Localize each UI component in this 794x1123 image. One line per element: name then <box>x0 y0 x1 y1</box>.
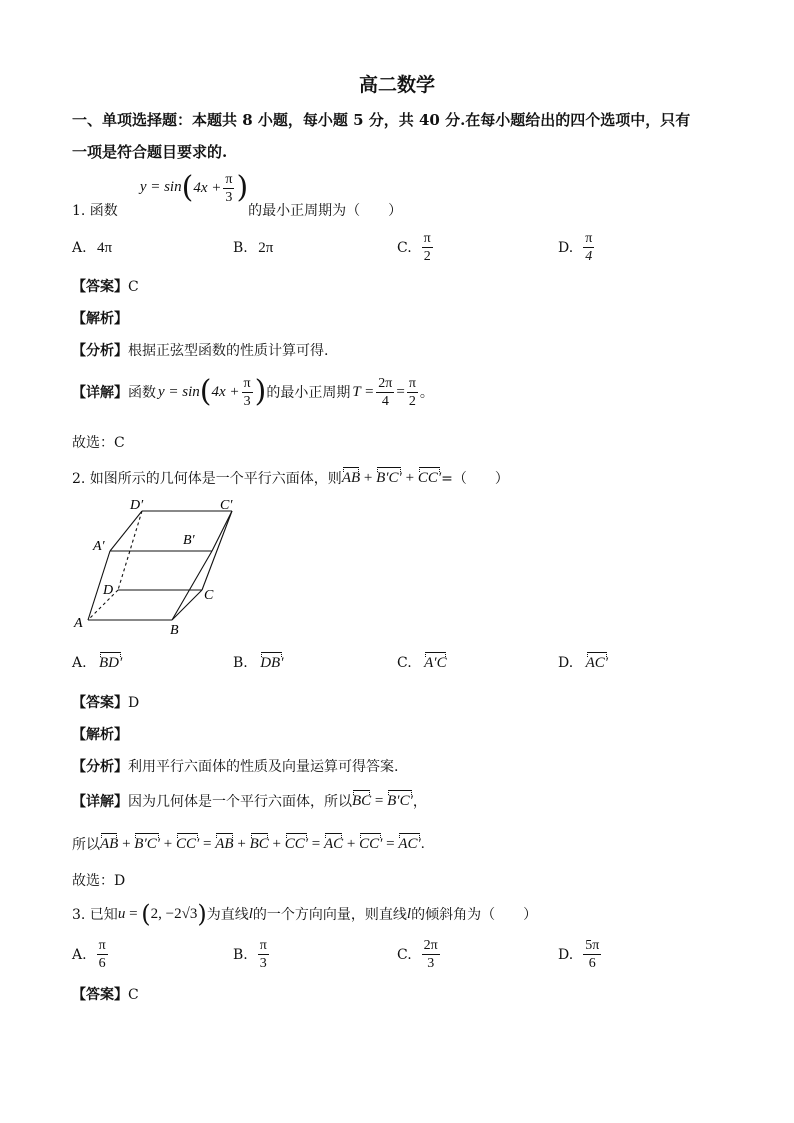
q1-xiangjie: 【详解】 函数 y = sin ( 4x + $\frac{\pi}{3}$ ) 的最小正周期 T = $\frac{2\pi}{4}$ = $\frac{\pi}{2}$ 。 <box>72 374 434 409</box>
vertex-label-bprime: B′ <box>183 533 195 548</box>
q3-l: l <box>248 905 253 922</box>
period-end: 。 <box>419 385 434 401</box>
q2-option-d[interactable] <box>558 655 608 672</box>
edge <box>212 511 232 551</box>
suoyi: 所以 <box>72 837 100 853</box>
frac-num: 2π <box>423 938 438 953</box>
option-label: C. <box>397 946 412 963</box>
equals: = <box>396 383 405 400</box>
q2-stem: 2. 如图所示的几何体是一个平行六面体，则 AB + B′C′ + CC′ =（ ） <box>72 469 509 487</box>
q1-stem: 1. 函数 y = sin ( 4x + $\frac{\pi}{3}$ ) 的最小正周期为（ ） <box>72 170 403 219</box>
option-label: A. <box>72 240 87 256</box>
option-label: B. <box>233 240 248 256</box>
vector-bc: B′C′ <box>376 469 402 486</box>
option-label: A. <box>72 655 87 671</box>
frac-num: π <box>423 231 431 246</box>
q2-fenxi <box>72 756 398 776</box>
section-heading-line1: 一、单项选择题：本题共 8 小题，每小题 5 分，共 40 分.在每小题给出的四个选项中，只有 <box>72 111 691 129</box>
frac-num: π <box>243 375 251 391</box>
frac-den: 3 <box>243 393 251 409</box>
option-value: 4π <box>97 240 113 256</box>
q1-choose: 故选：C <box>72 435 125 451</box>
option-label: A. <box>72 946 87 963</box>
chain-vector: AB <box>100 835 119 852</box>
q1-tail: 的最小正周期为（ ） <box>248 203 403 219</box>
vertex-label-aprime: A′ <box>93 539 105 554</box>
option-vector: AC′ <box>585 655 609 671</box>
vector-bpcp: B′C′ <box>387 792 413 809</box>
vertex-label-dprime: D′ <box>130 498 144 513</box>
q2-option-b[interactable] <box>233 655 283 672</box>
xiangjie-arg: 4x + <box>211 383 240 400</box>
q1-arg: 4x + <box>193 179 222 196</box>
edge <box>172 551 212 620</box>
frac-den: 2 <box>423 249 431 264</box>
q2-option-c[interactable] <box>397 655 447 672</box>
q3-option-c[interactable] <box>397 937 442 972</box>
q1-option-c[interactable] <box>397 230 435 265</box>
chain-vector: CC′ <box>176 835 200 852</box>
option-label: D. <box>558 946 574 963</box>
option-vector: DB′ <box>260 655 284 671</box>
chain-vector: AC′ <box>398 835 421 852</box>
answer-tag: 【答案】 <box>72 695 128 711</box>
q3-stem: 3. 已知 u = ( 2, −2√3 ) 为直线 l 的一个方向向量，则直线 l 的倾斜角为（ ） <box>72 900 538 928</box>
edge <box>110 511 142 551</box>
vertex-label-a: A <box>74 616 83 631</box>
q1-fenxi <box>72 340 328 360</box>
q3-option-a[interactable] <box>72 937 110 972</box>
vertex-label-cprime: C′ <box>220 498 233 513</box>
frac-den: 6 <box>588 956 596 971</box>
frac-den: 3 <box>427 956 435 971</box>
option-vector: A′C <box>424 655 447 671</box>
option-label: D. <box>558 239 574 256</box>
q1-pi: π <box>225 171 233 187</box>
fenxi-tag: 【分析】 <box>72 759 128 775</box>
chain-vector: AC <box>323 835 344 852</box>
q2-xiangjie: 【详解】 因为几何体是一个平行六面体，所以 BC = B′C′ ， <box>72 792 427 810</box>
option-label: B. <box>233 946 248 963</box>
option-label: C. <box>397 239 412 256</box>
page-title: 高二数学 <box>358 74 435 96</box>
q1-option-d[interactable] <box>558 230 596 265</box>
chain-vector: CC′ <box>359 835 383 852</box>
chain-vector: B′C′ <box>134 835 161 852</box>
q2-stem-post: =（ ） <box>441 471 509 487</box>
frac-num: π <box>98 938 106 953</box>
answer-value: C <box>128 987 139 1003</box>
fenxi-text: 根据正弦型函数的性质计算可得. <box>128 343 329 359</box>
section-heading-line2: 一项是符合题目要求的. <box>72 143 228 161</box>
q2-answer <box>72 692 139 712</box>
vertex-label-d: D <box>103 583 114 598</box>
q2-analysis-tag: 【解析】 <box>72 727 128 743</box>
frac-num: π <box>259 938 267 953</box>
q2-stem-pre: 2. 如图所示的几何体是一个平行六面体，则 <box>72 471 342 487</box>
vector-cc: CC′ <box>417 469 442 486</box>
q1-option-b[interactable] <box>233 240 273 257</box>
frac-den: 2 <box>408 393 416 409</box>
frac-num: π <box>408 375 416 391</box>
option-vector: BD′ <box>99 655 123 671</box>
q2-option-a[interactable] <box>72 655 122 672</box>
q3-u: u <box>117 905 126 922</box>
q2-choose: 故选：D <box>72 873 126 889</box>
q3-option-d[interactable] <box>558 937 603 972</box>
answer-tag: 【答案】 <box>72 987 128 1003</box>
fenxi-tag: 【分析】 <box>72 343 128 359</box>
option-value: 2π <box>258 240 274 256</box>
q3-stem-mid2: 的一个方向向量，则直线 <box>252 907 407 923</box>
q3-vector-components: 2, −2√3 <box>150 905 198 922</box>
q3-l: l <box>406 905 412 922</box>
frac-den: 3 <box>259 956 267 971</box>
q1-analysis-tag: 【解析】 <box>72 311 128 327</box>
xiangjie-tag: 【详解】 <box>72 794 128 810</box>
chain-vector: BC <box>249 835 269 852</box>
q3-stem-mid: 为直线 <box>206 907 249 923</box>
vertex-label-c: C <box>204 588 214 603</box>
frac-num: 2π <box>378 375 393 391</box>
vector-bc: BC <box>352 792 372 809</box>
frac-num: 5π <box>585 938 600 953</box>
xiangjie-pre: 因为几何体是一个平行六面体，所以 <box>128 794 352 810</box>
answer-value: C <box>128 279 139 295</box>
q3-answer <box>72 984 139 1004</box>
frac-den: 6 <box>98 956 106 971</box>
period-expr: T = <box>352 383 375 400</box>
xiangjie-func: y = sin <box>158 383 200 400</box>
answer-value: D <box>128 695 140 711</box>
vertex-label-b: B <box>170 623 179 638</box>
frac-den: 4 <box>585 249 593 264</box>
q1-number: 1. 函数 <box>72 203 118 219</box>
xiangjie-pre: 函数 <box>128 385 156 401</box>
frac-num: π <box>585 231 593 246</box>
q1-three: 3 <box>225 189 233 205</box>
q1-option-a[interactable] <box>72 240 112 257</box>
xiangjie-tag: 【详解】 <box>72 385 128 401</box>
vector-ab: AB <box>341 469 361 486</box>
fenxi-text: 利用平行六面体的性质及向量运算可得答案. <box>128 759 399 775</box>
q1-answer <box>72 276 139 296</box>
option-label: D. <box>558 655 574 671</box>
q1-func: y = sin <box>139 178 182 195</box>
q3-stem-pre: 3. 已知 <box>72 907 118 923</box>
answer-tag: 【答案】 <box>72 279 128 295</box>
option-label: B. <box>233 655 248 671</box>
parallelepiped-figure <box>66 496 256 641</box>
q3-stem-post: 的倾斜角为（ ） <box>411 907 538 923</box>
chain-vector: CC′ <box>284 835 308 852</box>
q3-option-b[interactable] <box>233 937 271 972</box>
q2-chain: 所以 AB + B′C′ + CC′ = AB + BC + CC′ = AC + CC′ = AC′ . <box>72 835 425 853</box>
chain-vector: AB <box>215 835 234 852</box>
frac-den: 4 <box>381 393 389 409</box>
xiangjie-mid: 的最小正周期 <box>266 385 351 401</box>
option-label: C. <box>397 655 412 671</box>
xiangjie-post: ， <box>412 794 427 810</box>
